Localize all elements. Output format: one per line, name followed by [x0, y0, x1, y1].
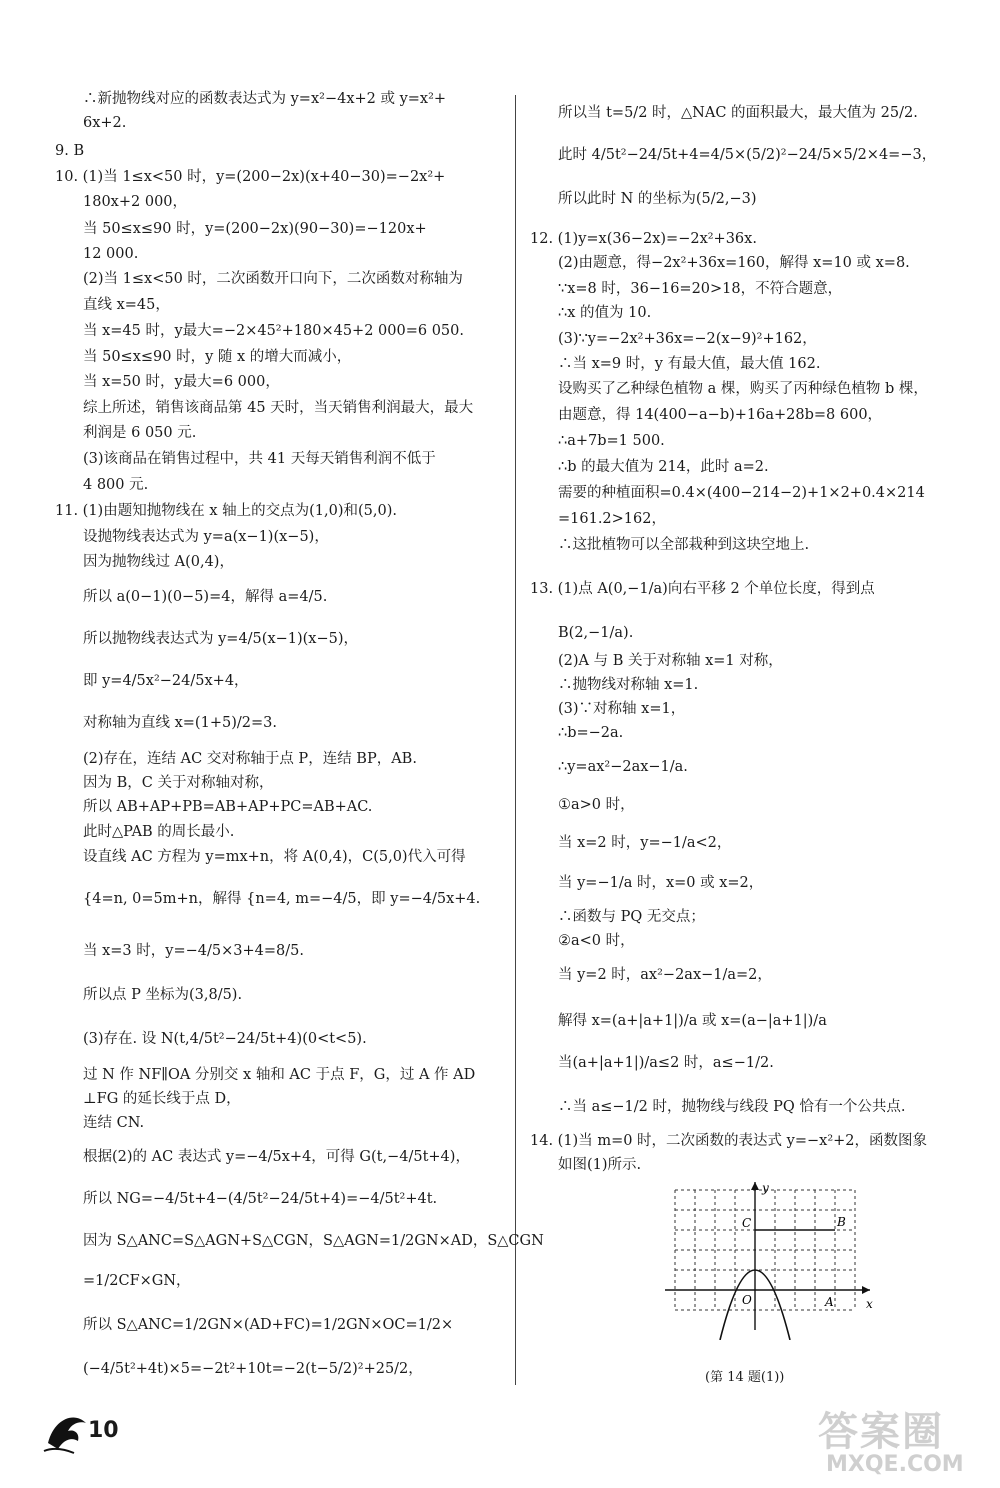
text-line: 对称轴为直线 x=(1+5)/2=3. [83, 715, 277, 731]
text-line: (2)当 1≤x<50 时，二次函数开口向下，二次函数对称轴为 [83, 271, 463, 287]
text-line: 此时△PAB 的周长最小. [83, 824, 235, 840]
text-line: 所以 NG=−4/5t+4−(4/5t²−24/5t+4)=−4/5t²+4t. [83, 1191, 438, 1207]
text-line: ②a<0 时， [558, 933, 635, 949]
y-axis-label: y [762, 1181, 769, 1195]
text-line: (3)∵对称轴 x=1， [558, 701, 686, 717]
x-axis-arrow [862, 1286, 870, 1294]
text-line: 所以当 t=5/2 时，△NAC 的面积最大，最大值为 25/2. [558, 105, 918, 121]
text-line: 综上所述，销售该商品第 45 天时，当天销售利润最大，最大 [83, 400, 474, 416]
watermark-text: 答案圈 [818, 1409, 944, 1455]
text-line: 由题意，得 14(400−a−b)+16a+28b=8 600， [558, 407, 883, 423]
point-b-label: B [837, 1215, 846, 1229]
text-line: 所以 S△ANC=1/2GN×(AD+FC)=1/2GN×OC=1/2× [83, 1317, 454, 1333]
text-line: 当 x=3 时，y=−4/5×3+4=8/5. [83, 943, 304, 959]
column-divider [515, 95, 516, 1385]
text-line: 当 50≤x≤90 时，y 随 x 的增大而减小， [83, 349, 352, 365]
text-line: 当 x=2 时，y=−1/a<2， [558, 835, 732, 851]
text-line: (3)∵y=−2x²+36x=−2(x−9)²+162， [558, 331, 817, 347]
text-line: 因为抛物线过 A(0,4)， [83, 554, 234, 570]
text-line: 当 50≤x≤90 时，y=(200−2x)(90−30)=−120x+ [83, 221, 427, 237]
text-line: (−4/5t²+4t)×5=−2t²+10t=−2(t−5/2)²+25/2， [83, 1361, 423, 1377]
text-line: ∴当 a≤−1/2 时，抛物线与线段 PQ 恰有一个公共点. [558, 1099, 906, 1115]
text-line: 12 000. [83, 246, 139, 262]
text-line: ∵x=8 时，36−16=20>18，不符合题意， [558, 281, 843, 297]
text-line: 过 N 作 NF∥OA 分别交 x 轴和 AC 于点 F，G，过 A 作 AD [83, 1067, 476, 1083]
question-13: 13. (1)点 A(0,−1/a)向右平移 2 个单位长度，得到点 [530, 581, 875, 597]
text-line: =161.2>162， [558, 511, 666, 527]
text-line: 设直线 AC 方程为 y=mx+n，将 A(0,4)，C(5,0)代入可得 [83, 849, 466, 865]
text-line: =1/2CF×GN， [83, 1273, 191, 1289]
page-number: 10 [88, 1418, 119, 1443]
text-line: (2)A 与 B 关于对称轴 x=1 对称， [558, 653, 783, 669]
text-line: 所以抛物线表达式为 y=4/5(x−1)(x−5)， [83, 631, 359, 647]
text-line: 需要的种植面积=0.4×(400−214−2)+1×2+0.4×214 [558, 485, 925, 501]
text-line: ∴a+7b=1 500. [558, 433, 665, 449]
text-line: ∴y=ax²−2ax−1/a. [558, 759, 688, 775]
text-line: 连结 CN. [83, 1115, 145, 1131]
text-line: 4 800 元. [83, 477, 149, 493]
text-line: 设购买了乙种绿色植物 a 棵，购买了丙种绿色植物 b 棵， [558, 381, 928, 397]
text-line: ∴新抛物线对应的函数表达式为 y=x²−4x+2 或 y=x²+ [83, 91, 447, 107]
text-line: 6x+2. [83, 115, 127, 131]
text-line: (2)由题意，得−2x²+36x=160，解得 x=10 或 x=8. [558, 255, 910, 271]
text-line: (3)存在. 设 N(t,4/5t²−24/5t+4)(0<t<5). [83, 1031, 367, 1047]
text-line: ∴b 的最大值为 214，此时 a=2. [558, 459, 769, 475]
text-line: 直线 x=45， [83, 297, 170, 313]
text-line: 利润是 6 050 元. [83, 425, 197, 441]
text-line: 当(a+|a+1|)/a≤2 时，a≤−1/2. [558, 1055, 774, 1071]
figure-caption: (第 14 题(1)) [705, 1370, 785, 1385]
text-line: 因为 B，C 关于对称轴对称， [83, 775, 274, 791]
text-line: ∴函数与 PQ 无交点； [558, 909, 705, 925]
text-line: 设抛物线表达式为 y=a(x−1)(x−5)， [83, 529, 329, 545]
text-line: ∴x 的值为 10. [558, 305, 652, 321]
watermark-url: MXQE.COM [826, 1452, 964, 1477]
text-line: 如图(1)所示. [558, 1157, 642, 1173]
text-line: 当 x=45 时，y最大=−2×45²+180×45+2 000=6 050. [83, 323, 464, 339]
text-line: 当 y=−1/a 时，x=0 或 x=2， [558, 875, 764, 891]
text-line: 所以此时 N 的坐标为(5/2,−3) [558, 191, 757, 207]
text-line: ∴当 x=9 时，y 有最大值，最大值 162. [558, 356, 821, 372]
question-14: 14. (1)当 m=0 时，二次函数的表达式 y=−x²+2，函数图象 [530, 1133, 928, 1149]
text-line: ∴b=−2a. [558, 725, 624, 741]
parabola-figure [650, 1180, 880, 1340]
text-line: {4=n, 0=5m+n，解得 {n=4, m=−4/5，即 y=−4/5x+4. [83, 891, 481, 907]
origin-label: O [742, 1293, 752, 1307]
text-line: 当 y=2 时，ax²−2ax−1/a=2， [558, 967, 772, 983]
text-line: ①a>0 时， [558, 797, 635, 813]
text-line: B(2,−1/a). [558, 625, 634, 641]
text-line: ∴这批植物可以全部栽种到这块空地上. [558, 537, 810, 553]
dashed-grid [675, 1190, 855, 1310]
text-line: 因为 S△ANC=S△AGN+S△CGN，S△AGN=1/2GN×AD，S△CGN [83, 1233, 544, 1249]
point-a-label: A [825, 1295, 834, 1309]
text-line: (2)存在，连结 AC 交对称轴于点 P，连结 BP，AB. [83, 751, 417, 767]
y-axis-arrow [751, 1182, 759, 1190]
question-10: 10. (1)当 1≤x<50 时，y=(200−2x)(x+40−30)=−2x²+ [55, 169, 446, 185]
text-line: 解得 x=(a+|a+1|)/a 或 x=(a−|a+1|)/a [558, 1013, 827, 1029]
text-line: 当 x=50 时，y最大=6 000， [83, 374, 280, 390]
text-line: (3)该商品在销售过程中，共 41 天每天销售利润不低于 [83, 451, 436, 467]
question-9: 9. B [55, 143, 85, 159]
text-line: 即 y=4/5x²−24/5x+4， [83, 673, 249, 689]
text-line: ∴抛物线对称轴 x=1. [558, 677, 699, 693]
text-line: 此时 4/5t²−24/5t+4=4/5×(5/2)²−24/5×5/2×4=−3， [558, 147, 937, 163]
text-line: 180x+2 000， [83, 194, 188, 210]
text-line: 根据(2)的 AC 表达式 y=−4/5x+4，可得 G(t,−4/5t+4)， [83, 1149, 470, 1165]
text-line: 所以 AB+AP+PB=AB+AP+PC=AB+AC. [83, 799, 373, 815]
question-12: 12. (1)y=x(36−2x)=−2x²+36x. [530, 231, 757, 247]
text-line: ⊥FG 的延长线于点 D， [83, 1091, 241, 1107]
x-axis-label: x [866, 1297, 873, 1311]
text-line: 所以点 P 坐标为(3,8/5). [83, 987, 243, 1003]
text-line: 所以 a(0−1)(0−5)=4，解得 a=4/5. [83, 589, 328, 605]
point-c-label: C [742, 1216, 752, 1230]
question-11: 11. (1)由题知抛物线在 x 轴上的交点为(1,0)和(5,0). [55, 503, 397, 519]
